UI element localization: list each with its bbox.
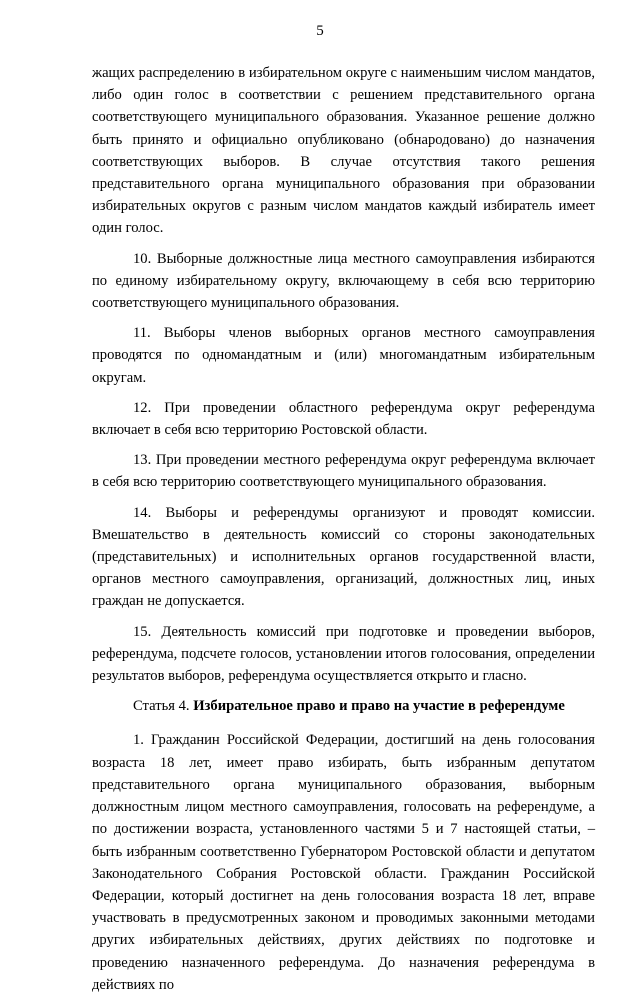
- article-4-paragraph-1: 1. Гражданин Российской Федерации, достигший на день голосования возраста 18 лет, имеет право избирать, быть избранным депутатом представительного органа муниципального образования, выборным должностным лицом местного самоуправления, голосовать на референдуме, а по достижении возраста, установленного частями 5 и 7 настоящей статьи, – быть избранным соответственно Губернатором Ростовской области и депутатом Законодательного Собрания Ростовской области. Гражданин Российской Федерации, который достигнет на день голосования возраста 18 лет, вправе участвовать в предусмотренных законом и проводимых законными методами других избирательных действиях, других действиях по подготовке и проведению назначенного референдума. До назначения референдума в действиях по: [92, 732, 595, 993]
- paragraph-10: 10. Выборные должностные лица местного самоуправления избираются по единому избирательному округу, включающему в себя всю территорию соответствующего муниципального образования.: [92, 250, 595, 312]
- document-body: [92, 62, 595, 1004]
- paragraph-15: 15. Деятельность комиссий при подготовке и проведении выборов, референдума, подсчете голосов, установлении итогов голосования, определении результатов выборов, референдума осуществляется открыто и гласно.: [92, 623, 595, 685]
- page-number: 5: [316, 23, 324, 39]
- paragraph-12: 12. При проведении областного референдума округ референдума включает в себя всю территорию Ростовской области.: [92, 399, 595, 439]
- paragraph-14: 14. Выборы и референдумы организуют и проводят комиссии. Вмешательство в деятельность комиссий со стороны законодательных (представительных) и исполнительных органов государственной власти, органов местного самоуправления, организаций, должностных лиц, иных граждан не допускается.: [92, 504, 595, 610]
- paragraph-11: 11. Выборы членов выборных органов местного самоуправления проводятся по одномандатным и (или) многомандатным избирательным округам.: [92, 325, 595, 386]
- article-label: Статья 4.: [133, 698, 190, 715]
- article-heading: [92, 695, 595, 717]
- paragraph-13: 13. При проведении местного референдума округ референдума включает в себя всю территорию соответствующего муниципального образования.: [92, 452, 595, 491]
- paragraph-continuation: жащих распределению в избирательном округе с наименьшим числом мандатов, либо один голос в соответствии с решением представительного органа соответствующего муниципального образования. Указанное решение должно быть принято и официально опубликовано (обнародовано) до назначения соответствующих выборов. В случае отсутствия такого решения представительного органа муниципального образования при образовании избирательных округов с разным числом мандатов каждый избиратель имеет один голос.: [92, 65, 595, 237]
- article-title: Избирательное право и право на участие в референдуме: [193, 698, 565, 715]
